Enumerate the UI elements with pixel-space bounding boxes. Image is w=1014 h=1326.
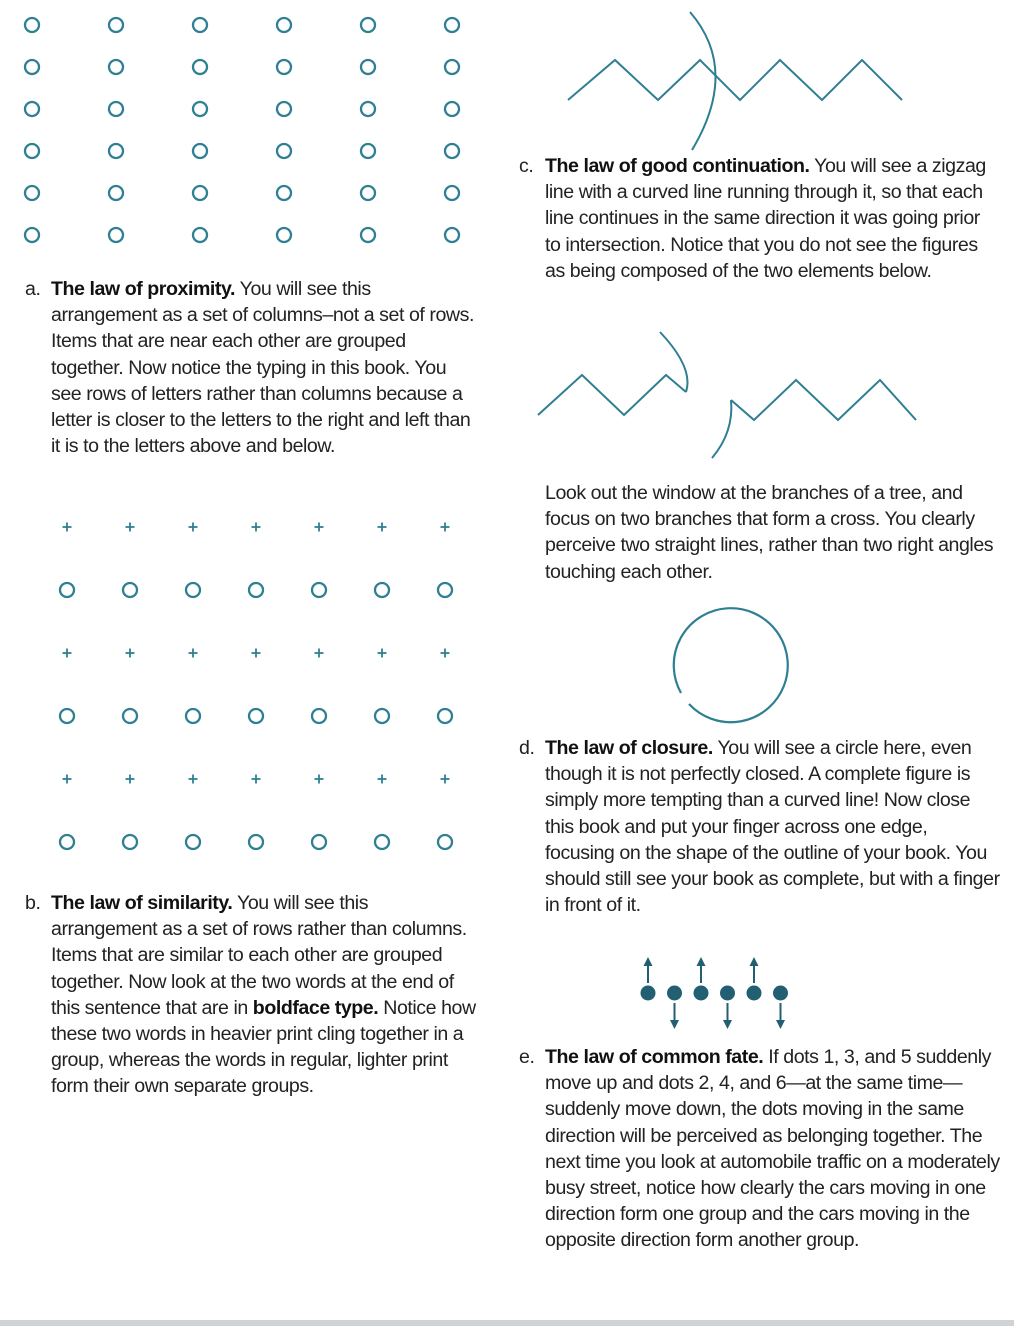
- hollow-circle-icon: [193, 228, 207, 242]
- section-b-letter: b.: [25, 892, 41, 914]
- plus-icon: [315, 523, 324, 532]
- hollow-circle-icon: [438, 709, 452, 723]
- hollow-circle-icon: [109, 102, 123, 116]
- section-c-extra-text: [545, 480, 1000, 585]
- hollow-circle-icon: [193, 144, 207, 158]
- plus-icon: [315, 649, 324, 658]
- section-c-letter: c.: [519, 155, 534, 177]
- hollow-circle-icon: [277, 186, 291, 200]
- fate-dot-6: [773, 986, 788, 1030]
- section-a-heading: The law of proximity.: [51, 278, 235, 300]
- fate-dot-1: [641, 957, 656, 1001]
- section-e-letter: e.: [519, 1046, 535, 1068]
- section-c-body: You will see a zigzag line with a curved line running through it, so that each line continues in the same direction it was going prior to intersection. Notice that you do not see the figures as being composed of the two elements below.: [545, 155, 986, 282]
- section-b-text: [25, 890, 479, 1100]
- plus-icon: [378, 523, 387, 532]
- section-e-heading: The law of common fate.: [545, 1046, 764, 1068]
- hollow-circle-icon: [186, 709, 200, 723]
- section-c-heading: The law of good continuation.: [545, 155, 810, 177]
- plus-icon: [189, 523, 198, 532]
- plus-icon: [126, 523, 135, 532]
- plus-icon: [189, 649, 198, 658]
- hollow-circle-icon: [60, 709, 74, 723]
- zigzag-with-curve-icon: [540, 0, 940, 160]
- section-b-bold-words: boldface type.: [252, 996, 379, 1019]
- section-c-text: [519, 153, 1000, 284]
- section-a-text: [25, 276, 479, 459]
- open-circle-arc: [674, 608, 788, 722]
- section-e-text: [519, 1044, 1000, 1254]
- plus-icon: [63, 649, 72, 658]
- curved-line: [690, 12, 716, 150]
- plus-icon: [252, 649, 261, 658]
- hollow-circle-icon: [277, 102, 291, 116]
- hollow-circle-icon: [277, 18, 291, 32]
- plus-icon: [441, 523, 450, 532]
- hollow-circle-icon: [249, 583, 263, 597]
- section-d-heading: The law of closure.: [545, 737, 713, 759]
- hollow-circle-icon: [445, 102, 459, 116]
- section-d-body: You will see a circle here, even though it is not perfectly closed. A complete figure is simply more tempting than a curved line! Now close this book and put your finger across one edge, focusing on the shape of the outline of your book. You should still see your book as complete, but with a finger in front of it.: [545, 737, 1000, 917]
- plus-icon: [189, 775, 198, 784]
- proximity-figure: [0, 0, 500, 260]
- section-c-extra-body: Look out the window at the branches of a tree, and focus on two branches that form a cross. You clearly perceive two straight lines, rather than two right angles touching each other.: [545, 482, 994, 583]
- hollow-circle-icon: [193, 18, 207, 32]
- hollow-circle-icon: [193, 102, 207, 116]
- hollow-circle-icon: [375, 583, 389, 597]
- plus-icon: [441, 649, 450, 658]
- hollow-circle-icon: [361, 144, 375, 158]
- split-zigzag-elements-icon: [520, 320, 940, 470]
- hollow-circle-icon: [249, 709, 263, 723]
- hollow-circle-icon: [361, 228, 375, 242]
- fate-dot-4: [720, 986, 735, 1030]
- hollow-circle-icon: [109, 18, 123, 32]
- hollow-circle-icon: [445, 18, 459, 32]
- hollow-circle-icon: [25, 228, 39, 242]
- plus-icon: [378, 775, 387, 784]
- hollow-circle-icon: [361, 18, 375, 32]
- fate-dot-5: [747, 957, 762, 1001]
- section-b-body-after: Notice how these two words in heavier print cling together in a group, whereas the words in regular, lighter print form their own separate groups.: [51, 996, 476, 1098]
- hollow-circle-icon: [445, 144, 459, 158]
- hollow-circle-icon: [109, 60, 123, 74]
- hollow-circle-icon: [312, 835, 326, 849]
- right-zigzag-element: [731, 380, 916, 420]
- section-b-heading: The law of similarity.: [51, 892, 233, 914]
- open-circle-icon: [660, 605, 800, 735]
- hollow-circle-icon: [25, 186, 39, 200]
- hollow-circle-icon: [438, 835, 452, 849]
- left-zigzag-element: [538, 375, 686, 415]
- fate-dot-2: [667, 986, 682, 1030]
- hollow-circle-icon: [123, 835, 137, 849]
- hollow-circle-icon: [109, 144, 123, 158]
- hollow-circle-icon: [312, 709, 326, 723]
- hollow-circle-icon: [25, 18, 39, 32]
- hollow-circle-icon: [25, 144, 39, 158]
- page-bottom-edge: [0, 1320, 1014, 1326]
- right-curve-element: [712, 400, 731, 458]
- section-d-letter: d.: [519, 737, 535, 759]
- plus-icon: [441, 775, 450, 784]
- hollow-circle-icon: [25, 102, 39, 116]
- section-b-body-before: You will see this arrangement as a set of rows rather than columns. Items that are similar to each other are grouped together. Now look at the two words at the end of this sentence that are in: [51, 892, 467, 1019]
- fate-dot-3: [694, 957, 709, 1001]
- moving-dots-icon: [620, 950, 810, 1035]
- hollow-circle-icon: [60, 835, 74, 849]
- zigzag-line: [568, 60, 902, 100]
- plus-icon: [252, 523, 261, 532]
- hollow-circle-icon: [445, 186, 459, 200]
- plus-icon: [63, 775, 72, 784]
- section-d-text: [519, 735, 1000, 918]
- hollow-circle-icon: [445, 60, 459, 74]
- hollow-circle-icon: [186, 583, 200, 597]
- hollow-circle-icon: [60, 583, 74, 597]
- plus-icon: [126, 649, 135, 658]
- hollow-circle-icon: [277, 144, 291, 158]
- section-a-letter: a.: [25, 278, 41, 300]
- section-e-body: If dots 1, 3, and 5 suddenly move up and dots 2, 4, and 6—at the same time—suddenly move down, the dots moving in the same direction will be perceived as belonging together. The next time you look at automobile traffic on a moderately busy street, notice how clearly the cars moving in one direction form one group and the cars moving in the opposite direction form another group.: [545, 1046, 1000, 1252]
- plus-icon: [315, 775, 324, 784]
- hollow-circle-icon: [361, 102, 375, 116]
- plus-icon: [378, 649, 387, 658]
- hollow-circle-icon: [109, 228, 123, 242]
- hollow-circle-icon: [186, 835, 200, 849]
- hollow-circle-icon: [277, 60, 291, 74]
- hollow-circle-icon: [25, 60, 39, 74]
- section-a-body: You will see this arrangement as a set of columns–not a set of rows. Items that are near each other are grouped together. Now notice the typing in this book. You see rows of letters rather than columns because a letter is closer to the letters to the right and left than it is to the letters above and below.: [51, 278, 474, 458]
- hollow-circle-icon: [193, 186, 207, 200]
- hollow-circle-icon: [249, 835, 263, 849]
- hollow-circle-icon: [193, 60, 207, 74]
- hollow-circle-icon: [445, 228, 459, 242]
- hollow-circle-icon: [361, 60, 375, 74]
- hollow-circle-icon: [361, 186, 375, 200]
- hollow-circle-icon: [123, 583, 137, 597]
- hollow-circle-icon: [375, 835, 389, 849]
- hollow-circle-icon: [375, 709, 389, 723]
- hollow-circle-icon: [123, 709, 137, 723]
- plus-icon: [252, 775, 261, 784]
- plus-icon: [63, 523, 72, 532]
- hollow-circle-icon: [438, 583, 452, 597]
- hollow-circle-icon: [109, 186, 123, 200]
- hollow-circle-icon: [312, 583, 326, 597]
- left-curve-element: [660, 332, 688, 392]
- plus-icon: [126, 775, 135, 784]
- hollow-circle-icon: [277, 228, 291, 242]
- similarity-figure: [0, 500, 500, 870]
